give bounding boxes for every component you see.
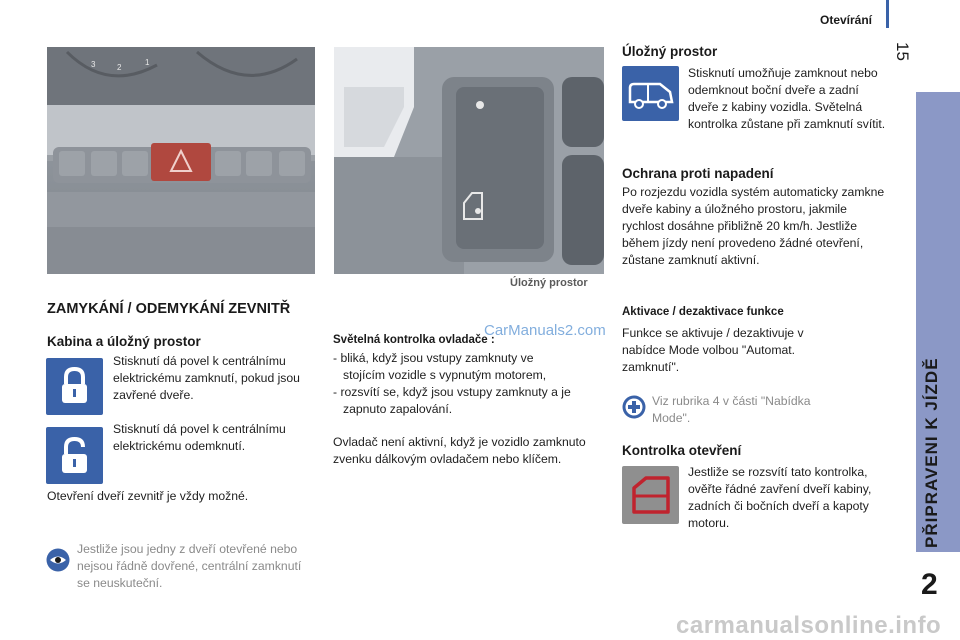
indicator-line-2b: zapnuto zapalování. [343, 402, 453, 416]
main-heading: ZAMYKÁNÍ / ODEMYKÁNÍ ZEVNITŘ [47, 301, 291, 317]
door-open-warning-icon [622, 466, 679, 524]
warning-note: Jestliže jsou jedny z dveří otevřené nebo nejsou řádně dovřené, centrální zamknutí se neuskuteční. [77, 542, 302, 590]
header-rule [886, 0, 889, 28]
open-note: Otevření dveří zevnitř je vždy možné. [47, 489, 249, 503]
protect-text: Po rozjezdu vozidla systém automaticky zamkne dveře kabiny a úložného prostoru, jakmile rychlost dosáhne přibližně 20 km/h. Jestliže během jízdy není provedeno žádné otevření, zůstane zamknutí aktivní. [622, 185, 885, 267]
indicator-line-2: - rozsvítí se, když jsou vstupy zamknuty a je [333, 385, 571, 399]
unlock-button-icon [46, 427, 103, 484]
indicator-line-1b: stojícím vozidle s vypnutým motorem, [343, 368, 547, 382]
eye-icon [46, 548, 70, 572]
cargo-text: Stisknutí umožňuje zamknout nebo odemknout boční dveře a zadní dveře z kabiny vozidla. Světelná kontrolka zůstane při zamknutí svítit. [688, 66, 886, 131]
svg-text:3: 3 [91, 60, 96, 69]
mode-note: Viz rubrika 4 v části "Nabídka Mode". [652, 394, 811, 425]
svg-text:2: 2 [117, 63, 122, 72]
main-subheading: Kabina a úložný prostor [47, 334, 201, 349]
unlock-description: Stisknutí dá povel k centrálnímu elektrickému odemknutí. [113, 422, 286, 453]
dashboard-switch-photo [47, 47, 315, 274]
chapter-number: 2 [921, 568, 938, 601]
plus-icon [622, 395, 646, 419]
cargo-heading: Úložný prostor [622, 44, 718, 59]
open-warning-heading: Kontrolka otevření [622, 443, 742, 458]
chapter-title: PŘIPRAVENI K JÍZDĚ [922, 357, 941, 548]
photo-caption: Úložný prostor [510, 277, 588, 289]
inactive-text: Ovladač není aktivní, když je vozidlo zamknuto zvenku dálkovým ovladačem nebo klíčem. [333, 435, 586, 466]
page-number: 15 [893, 42, 912, 61]
activation-heading: Aktivace / dezaktivace funkce [622, 306, 784, 318]
watermark-carmanuals2: CarManuals2.com [484, 322, 606, 339]
section-title: Otevírání [820, 13, 873, 27]
indicator-title: Světelná kontrolka ovladače : [333, 334, 495, 346]
lock-button-icon [46, 358, 103, 415]
open-warning-text: Jestliže se rozsvítí tato kontrolka, ověřte řádné zavření dveří kabiny, zadních či bočních dveří a kapoty motoru. [688, 465, 872, 530]
lock-description: Stisknutí dá povel k centrálnímu elektrickému zamknutí, pokud jsou zavřené dveře. [113, 354, 300, 402]
cargo-van-icon [622, 66, 679, 121]
indicator-line-1: - bliká, když jsou vstupy zamknuty ve [333, 351, 534, 365]
svg-text:1: 1 [145, 58, 150, 67]
protect-heading: Ochrana proti napadení [622, 166, 774, 181]
activation-text: Funkce se aktivuje / dezaktivuje v nabídce Mode volbou "Automat. zamknutí". [622, 326, 804, 374]
cargo-button-photo [334, 47, 604, 274]
footer-watermark: carmanualsonline.info [676, 612, 942, 639]
